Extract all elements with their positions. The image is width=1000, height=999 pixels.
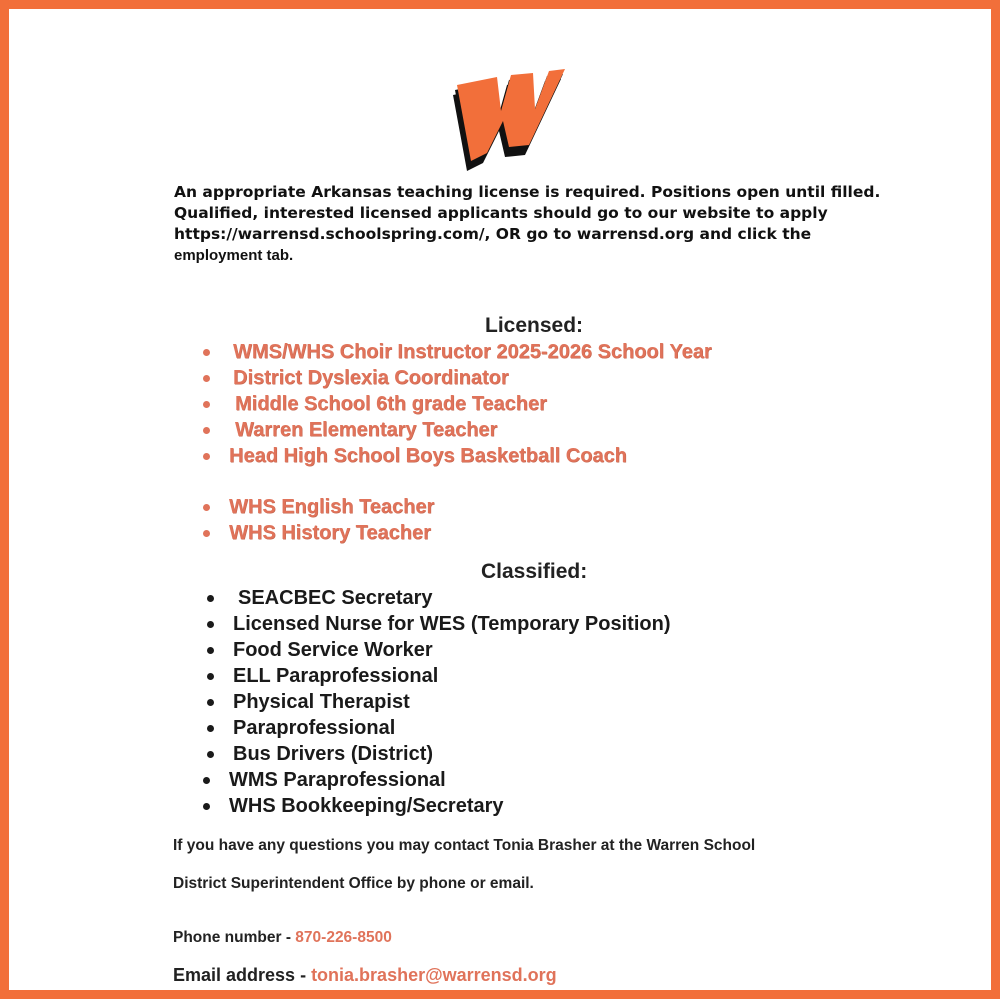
bullet-icon bbox=[203, 803, 210, 810]
bullet-icon bbox=[203, 349, 210, 356]
list-item: WHS Bookkeeping/Secretary bbox=[199, 793, 670, 819]
licensed-list bbox=[199, 339, 712, 469]
list-item: District Dyslexia Coordinator bbox=[199, 365, 712, 391]
w-logo-icon bbox=[445, 49, 575, 171]
list-item: ELL Paraprofessional bbox=[199, 663, 670, 689]
list-item: WHS History Teacher bbox=[199, 520, 434, 546]
phone-line bbox=[173, 929, 392, 947]
classified-list bbox=[199, 585, 670, 819]
list-item: Head High School Boys Basketball Coach bbox=[199, 443, 712, 469]
intro-paragraph bbox=[174, 183, 881, 269]
bullet-icon bbox=[203, 530, 210, 537]
bullet-icon bbox=[207, 725, 214, 732]
list-item: SEACBEC Secretary bbox=[199, 585, 670, 611]
bullet-icon bbox=[203, 375, 210, 382]
list-item: Licensed Nurse for WES (Temporary Position) bbox=[199, 611, 670, 637]
intro-line: https://warrensd.schoolspring.com/, OR go to warrensd.org and click the bbox=[174, 225, 812, 243]
list-item: Middle School 6th grade Teacher bbox=[199, 391, 712, 417]
phone-label: Phone number - bbox=[173, 929, 296, 946]
email-link[interactable]: tonia.brasher@warrensd.org bbox=[311, 965, 557, 985]
list-item: WMS Paraprofessional bbox=[199, 767, 670, 793]
bullet-icon bbox=[203, 453, 210, 460]
bullet-icon bbox=[207, 647, 214, 654]
email-line bbox=[173, 965, 557, 986]
bullet-icon bbox=[207, 621, 214, 628]
contact-line: District Superintendent Office by phone or email. bbox=[173, 875, 534, 892]
list-item: Physical Therapist bbox=[199, 689, 670, 715]
licensed-heading: Licensed: bbox=[485, 314, 584, 337]
list-item: WMS/WHS Choir Instructor 2025-2026 School Year bbox=[199, 339, 712, 365]
bullet-icon bbox=[207, 595, 214, 602]
bullet-icon bbox=[203, 777, 210, 784]
contact-line: If you have any questions you may contact Tonia Brasher at the Warren School bbox=[173, 837, 756, 854]
intro-line: employment tab. bbox=[174, 247, 294, 264]
licensed-list-extra bbox=[199, 494, 434, 546]
bullet-icon bbox=[203, 427, 210, 434]
list-item: WHS English Teacher bbox=[199, 494, 434, 520]
list-item: Food Service Worker bbox=[199, 637, 670, 663]
phone-number[interactable]: 870-226-8500 bbox=[295, 929, 392, 946]
bullet-icon bbox=[207, 751, 214, 758]
email-label: Email address - bbox=[173, 965, 312, 985]
bullet-icon bbox=[207, 673, 214, 680]
classified-heading: Classified: bbox=[481, 560, 588, 583]
bullet-icon bbox=[207, 699, 214, 706]
intro-line: An appropriate Arkansas teaching license is required. Positions open until filled. bbox=[174, 183, 881, 201]
list-item: Bus Drivers (District) bbox=[199, 741, 670, 767]
list-item: Warren Elementary Teacher bbox=[199, 417, 712, 443]
intro-line: Qualified, interested licensed applicants should go to our website to apply bbox=[174, 204, 828, 222]
bullet-icon bbox=[203, 504, 210, 511]
list-item: Paraprofessional bbox=[199, 715, 670, 741]
bullet-icon bbox=[203, 401, 210, 408]
